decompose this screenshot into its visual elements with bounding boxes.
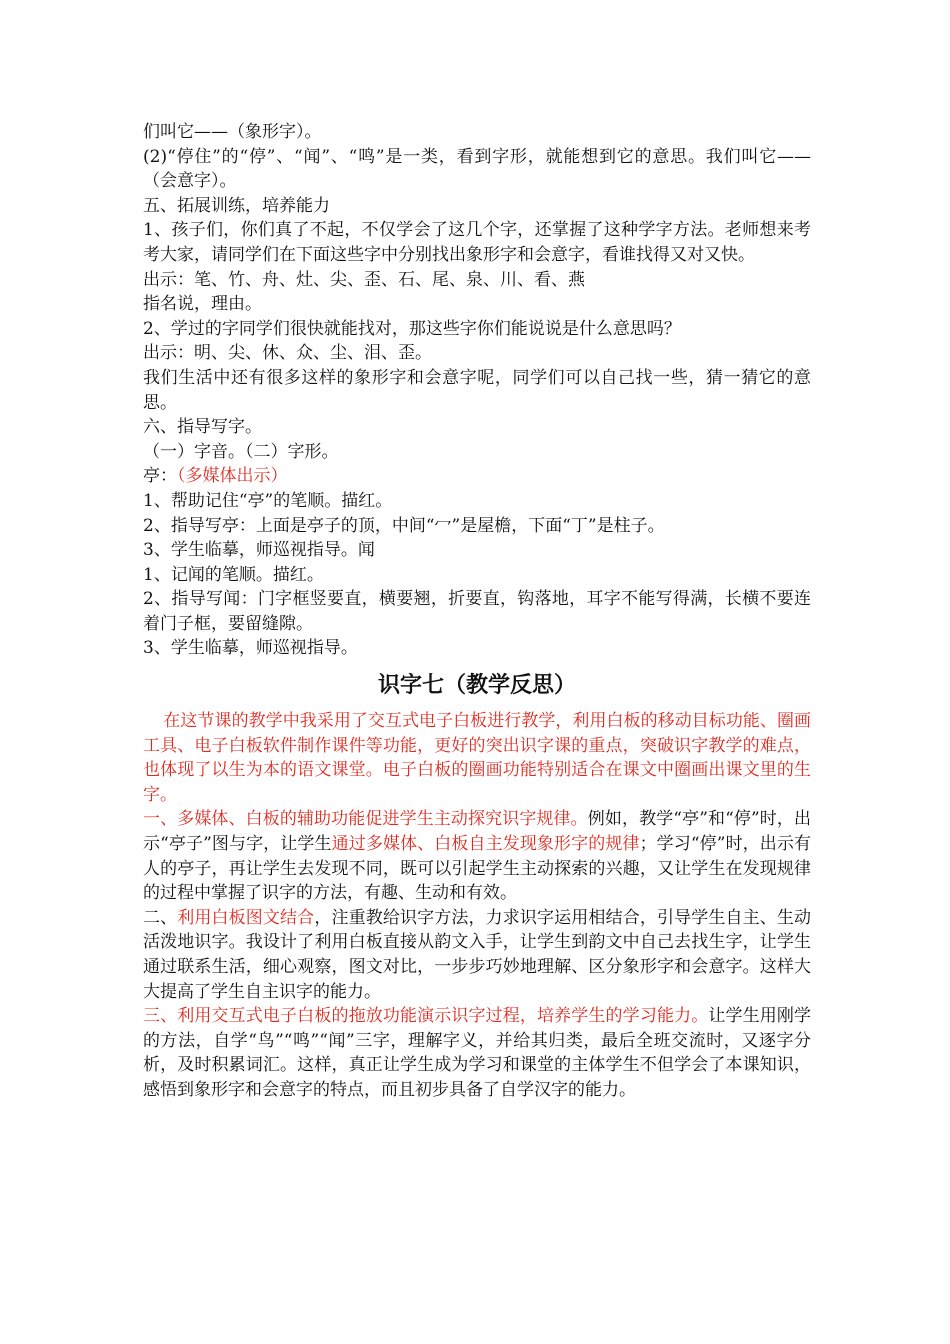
paragraph: 1、孩子们，你们真了不起，不仅学会了这几个字，还掌握了这种学字方法。老师想来考考大家，请同学们在下面这些字中分别找出象形字和会意字，看谁找得又对又快。 — [143, 220, 811, 265]
paragraph: 出示：明、尖、休、众、尘、泪、歪。 — [143, 343, 432, 364]
paragraph: 们叫它——（象形字）。 — [143, 122, 322, 142]
body-text: ；学习“停”时，出示有人的亭子，再让学生去发现不同，既可以引起学生主动探索的兴趣，又让学生在发现规律的过程中掌握了识字的方法，有趣、生动和有效。 — [143, 834, 811, 904]
reflection-title: 识字七（教学反思） — [377, 673, 576, 699]
paragraph — [143, 464, 811, 489]
section-heading: 六、指导写字。 — [143, 417, 262, 438]
label-text: 亭： — [143, 466, 177, 487]
paragraph: （一）字音。（二）字形。 — [143, 441, 339, 462]
highlight-text: （多媒体出示） — [177, 466, 288, 487]
paragraph: 1、帮助记住“亭”的笔顺。描红。 — [143, 490, 393, 511]
document-page — [143, 120, 811, 1103]
reflection-intro: 在这节课的教学中我采用了交互式电子白板进行教学，利用白板的移动目标功能、圈画工具、电子白板软件制作课件等功能，更好的突出识字课的重点，突破识字教学的难点，也体现了以生为本的语文课堂。电子白板的圈画功能特别适合在课文中圈画出课文里的生字。 — [143, 711, 811, 805]
body-text: 二、 — [143, 907, 178, 928]
reflection-point-3 — [143, 1004, 811, 1102]
paragraph: 1、记闻的笔顺。描红。 — [143, 564, 324, 585]
paragraph: 指名说，理由。 — [143, 294, 262, 315]
highlight-text: 通过多媒体、白板自主发现象形字的规律 — [331, 834, 640, 855]
paragraph: 2、指导写闻：门字框竖要直，横要翘，折要直，钩落地，耳字不能写得满，长横不要连着门子框，要留缝隙。 — [143, 589, 811, 634]
reflection-point-2 — [143, 906, 811, 1004]
highlight-text: 一、多媒体、白板的辅助功能促进学生主动探究识字规律。 — [143, 809, 588, 830]
section-heading: 五、拓展训练，培养能力 — [143, 195, 330, 216]
paragraph: 出示：笔、竹、舟、灶、尖、歪、石、尾、泉、川、看、燕 — [143, 269, 585, 290]
highlight-text: 三、利用交互式电子白板的拖放功能演示识字过程，培养学生的学习能力。 — [143, 1006, 709, 1027]
paragraph: (2)“停住”的“停”、“闻”、“鸣”是一类，看到字形，就能想到它的意思。我们叫它——（会意字）。 — [143, 146, 811, 192]
reflection-point-1 — [143, 807, 811, 905]
highlight-text: 利用白板图文结合 — [177, 907, 315, 928]
body-text: 例如，教学“亭”和“停”时，出示“亭子”图与字，让学生 — [143, 809, 812, 855]
paragraph: 2、指导写亭：上面是亭子的顶，中间“冖”是屋檐，下面“丁”是柱子。 — [143, 515, 665, 536]
paragraph: 2、学过的字同学们很快就能找对，那这些字你们能说说是什么意思吗？ — [143, 318, 681, 339]
paragraph: 3、学生临摹，师巡视指导。闻 — [143, 540, 375, 561]
paragraph: 我们生活中还有很多这样的象形字和会意字呢，同学们可以自己找一些，猜一猜它的意思。 — [143, 367, 811, 413]
paragraph: 3、学生临摹，师巡视指导。 — [143, 638, 358, 659]
body-text: ，注重教给识字方法，力求识字运用相结合，引导学生自主、生动活泼地识字。我设计了利用白板直接从韵文入手，让学生到韵文中自己去找生字，让学生通过联系生活，细心观察，图文对比，一步步巧妙地理解、区分象形字和会意字。这样大大提高了学生自主识字的能力。 — [143, 907, 812, 1002]
body-text: 让学生用刚学的方法，自学“鸟”“鸣”“闻”三字，理解字义，并给其归类，最后全班交流时，又逐字分析，及时积累词汇。这样，真正让学生成为学习和课堂的主体学生不但学会了本课知识，感悟到象形字和会意字的特点，而且初步具备了自学汉字的能力。 — [143, 1006, 812, 1100]
